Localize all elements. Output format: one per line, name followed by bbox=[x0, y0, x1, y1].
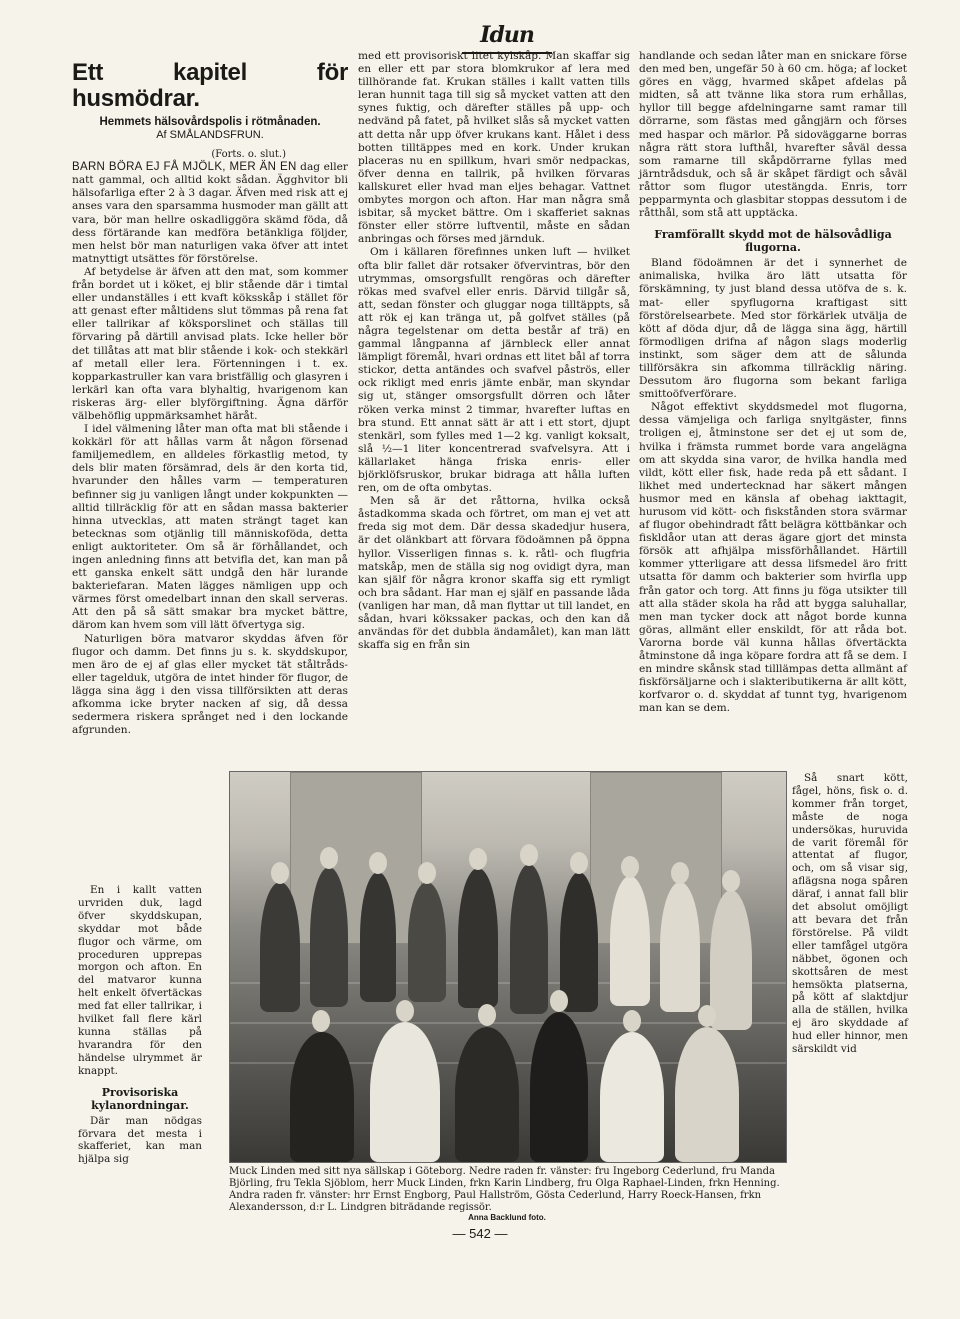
paragraph: Men så är det råttorna, hvilka också åstadkomma skada och förtret, om man ej vet att freda sig mot dem. Där dessa skadedjur husera, är det olänkbart att förvara födoämnen på öppna hyllor. Visserligen finnas s. k. råtl- och flugfria matskåp, men de ställa sig nog ovidigt dyra, man kan själf för några kronor skaffa sig ett rymligt och bra sådant. Har man ej själf en passande låda (vanligen har man, då man flyttar ut till landet, en sådan, hvari kökssaker packas, och den kan då användas för det dubbla ändamålet), kan man lätt skaffa sig en från sin bbox=[358, 495, 630, 652]
lead-in: BARN BÖRA EJ FÅ MJÖLK, MER ÄN EN bbox=[72, 161, 297, 174]
paragraph: Af betydelse är äfven att den mat, som kommer från bordet ut i köket, ej blir stående där i timtal eller undanställes i ett kvaft köksskåp i stället för att genast efter måltidens slut tömmas på rena fat eller tallrikar af köksporslinet och ställas till förvaring på därtill anvisad plats. Icke heller bör det tillåtas att mat blir stående i kok- och stekkärl af metall eller lera. Förtenningen i t. ex. kopparkastruller kan vara bristfällig och glasyren i lerkärl kan ofta vara blyhaltig, hvarigenom kan riskeras ärg- eller blyförgiftning. Ägna därför välbehöflig uppmärksamhet häråt. bbox=[72, 265, 348, 422]
group-photograph bbox=[229, 771, 787, 1163]
section-heading: Provisoriska kylanordningar. bbox=[91, 1085, 189, 1112]
paragraph: handlande och sedan låter man en snickare förse den med ben, ungefär 50 à 60 cm. höga; af locket göres en vägg, hvarmed skåpet afdelas på midten, så att tvänne lika stora rum erhållas, hyllor till begge afdelningarne samt ramar till dörrarne, som fästas med gångjärn och förses med haspar och märlor. På sidoväggarne borras några rätt stora lufthål, hvarefter såväl dessa som ramarne till skåpdörrarne fyllas med järntrådsduk, och så är skåpet färdigt och såväl råttor som flugor utestängda. Enris, torr pepparmynta och glasbitar stoppas dessutom i de råtthål, som stå att upptäcka. bbox=[639, 50, 907, 220]
section-heading: Framförallt skydd mot de hälsovådliga flugorna. bbox=[654, 228, 892, 255]
column-2 bbox=[358, 50, 630, 652]
column-1 bbox=[72, 60, 348, 737]
paragraph: med ett provisoriskt litet kylskåp. Man skaffar sig en eller ett par stora blomkrukor af lera med tillhörande fat. Krukan ställes i kallt vatten tills leran hunnit taga till sig så mycket vatten att den synes fuktig, och därefter ställes på upp- och nedvänd på fatet, på hvilket slås så mycket vatten att detta når upp öfver krukans kant. Hålet i dess botten tilltäppes med en kork. Under krukan placeras nu en spillkum, hvari smör nedpackas, öfver denna en tallrik, på hvilken förvaras kallskuret eller hvad man eljes behagar. Vattnet ombytes morgon och afton. Har man några små isbitar, så mycket bättre. Om i skafferiet saknas fönster eller större luftventil, måste en sådan anbringas och förses med järnduk. bbox=[358, 50, 630, 246]
paragraph: En i kallt vatten urvriden duk, lagd öfver skyddskupan, skyddar mot både flugor och värme, om proceduren upprepas morgon och afton. En del matvaror kunna helt enkelt öfvertäckas med fat eller tallrikar, i hvilket fall flere kärl kunna ställas på hvarandra för den händelse ulrymmet är knappt. bbox=[78, 884, 202, 1077]
masthead-signature: Idun bbox=[462, 22, 552, 54]
paragraph: I idel välmening låter man ofta mat bli stående i kokkärl för att hållas varm åt någon försenad familjemedlem, en alldeles förkastlig metod, ty dels blir maten försämrad, dels är den korta tid, hvarunder den hålles varm — temperaturen befinner sig ju vanligen långt under kokpunkten — alltid tillräcklig för att en sådan massa bakterier hinna utvecklas, att maten strängt taget kan betecknas som otjänlig till människoföda, detta enligt auktoriteter. Om så är förhållandet, och ingen anledning finns att betvifla det, kan man på ett ganska enkelt sätt undgå den här lurande bakteriefaran. Maten lägges nämligen upp och värmes först omedelbart innan den skall serveras. Att den på så sätt smakar bra mycket bättre, därom kan hvem som vill lätt öfvertyga sig. bbox=[72, 423, 348, 632]
column-3 bbox=[639, 50, 907, 716]
photo-caption: Muck Linden med sitt nya sällskap i Göteborg. Nedre raden fr. vänster: fru Ingeborg Cederlund, fru Manda Björling, fru Tekla Sjöblom, herr Muck Linden, frkn Karin Lindberg, fru Olga Raphael-Linden, frkn Henning. Andra raden fr. vänster: hrr Ernst Engborg, Paul Hallström, Gösta Cederlund, Harry Roeck-Hansen, frkn Alexandersson, d:r L. Lindgren biträdande regissör. bbox=[229, 1166, 780, 1213]
continuation-note: (Forts. o. slut.) bbox=[211, 149, 286, 161]
article-subtitle: Hemmets hälsovårdspolis i rötmånaden. bbox=[99, 116, 321, 128]
paragraph: Om i källaren förefinnes unken luft — hvilket ofta blir fallet där rotsaker öfvervintras, bör den utrymmas, omsorgsfullt rengöras och därefter rökas med svafvel eller enris. Därvid tillgår så, att, sedan fönster och gluggar noga tilltäppts, så att rök ej kan tränga ut, på golfvet ställes (på några tegelstenar om detta består af trä) en gammal långpanna af järnbleck eller annat lämpligt föremål, hvari ordnas ett litet bål af torra stickor, detta antändes och svafvel påströs, eller ock rikligt med enris jämte enbär, man skyndar sig ut, stänger omsorgsfullt dörren och låter röken verka minst 2 timmar, hvarefter luftas en bra stund. Ett annat sätt är att i ett stort, djupt stenkärl, som fylles med 1—2 kg. vanligt koksalt, slå ½—1 liter koncentrerad svafvelsyra. Att i källarlaket hänga friska enris- eller björklöfsruskor, brukar bidraga att hålla luften ren, om de ofta ombytas. bbox=[358, 246, 630, 495]
paragraph: Där man nödgas förvara det mesta i skafferiet, kan man hjälpa sig bbox=[78, 1114, 202, 1166]
page-number: — 542 — bbox=[452, 1226, 508, 1241]
column-3-narrow bbox=[792, 772, 908, 1056]
photo-credit: Anna Backlund foto. bbox=[468, 1213, 546, 1222]
paragraph: Naturligen böra matvaror skyddas äfven för flugor och damm. Det finns ju s. k. skyddskupor, men äro de ej af glas eller mycket tät ståltråds- eller tagelduk, utgöra de intet hinder för flugor, de lägga sina ägg i den vissa tillförsikten att deras afkomma icke bryter nacken af sig, då dessa sedermera riskera språnget ned i den lockande afgrunden. bbox=[72, 632, 348, 737]
paragraph: Bland födoämnen är det i synnerhet de animaliska, hvilka äro lätt utsatta för förskämning, ty just bland dessa utöfva de s. k. mat- eller spyflugorna kraftigast sitt förstörelsearbete. Med stor förkärlek utvälja de kött af döda djur, då de lägga sina ägg, härtill förmodligen drifna af någon slags moderlig instinkt, som säger dem att de sålunda tillförsäkra sin afkomma tillräcklig näring. Dessutom äro flugorna som bekant farliga smittoöfverförare. bbox=[639, 257, 907, 401]
paragraph: Så snart kött, fågel, höns, fisk o. d. kommer från torget, måste de noga undersökas, huruvida de varit föremål för attentat af flugor, och, om så visar sig, aflägsna noga spåren däraf, i annat fall blir det absolut omöjligt att bevara det från förstörelse. På vildt eller tamfågel utgöra näbbet, ögonen och skottsåren de mest hemsökta platserna, på kött af slaktdjur alla de ställen, hvilka ej äro skyddade af hud eller hinnor, men särskildt vid bbox=[792, 772, 908, 1056]
paragraph: BARN BÖRA EJ FÅ MJÖLK, MER ÄN EN dag eller natt gammal, och alltid kokt sådan. Ägghvitor bli hälsofarliga efter 2 à 3 dagar. Äfven med risk att ej anses vara den sparsamma husmoder man gällt att vara, bör man hellre oskadliggöra skämd föda, då dess förtärande kan medföra betänkliga följder, men helst bör man naturligen vaka öfver att intet matnyttigt utsättes för förstörelse. bbox=[72, 161, 348, 265]
paragraph: Något effektivt skyddsmedel mot flugorna, dessa vämjeliga och farliga snyltgäster, finns troligen ej, åtminstone ser det ej ut som de, hvilka i främsta rummet borde vara angelägna om att skydda sina varor, de hvilka handla med vildt, kött eller fisk, hade reda på ett sådant. I likhet med undertecknad har säkert mången husmor med en känsla af obehag iakttagit, hurusom vid kött- och fiskstånden stora svärmar af flugor obehindradt fått belägra köttbänkar och fiskldåor utan att deras ägare gjort det minsta försök att afhjälpa missförhållandet. Härtill kommer ytterligare att dessa lifsmedel äro fritt utsatta för damm och bakterier som hvirfla upp från gator och torg. Att finns ju föga utsikter till att alla städer skola ha råd att bygga saluhallar, men man tycker dock att något borde kunna göras, allmänt eller enskildt, för att råda bot. Varorna borde väl kunna hållas öfvertäckta åtminstone då inga köpare fordra att få se dem. I en mindre skånsk stad tilllämpas detta allmänt af fiskförsäljarne och i slakteributikerna är allt kött, korfvaror o. d. skyddat af tunnt tyg, hvarigenom man kan se dem. bbox=[639, 401, 907, 715]
article-title: Ett kapitel för husmödrar. bbox=[72, 59, 348, 112]
column-1-narrow bbox=[78, 884, 202, 1166]
article-author: Af SMÅLANDSFRUN. bbox=[156, 129, 264, 141]
